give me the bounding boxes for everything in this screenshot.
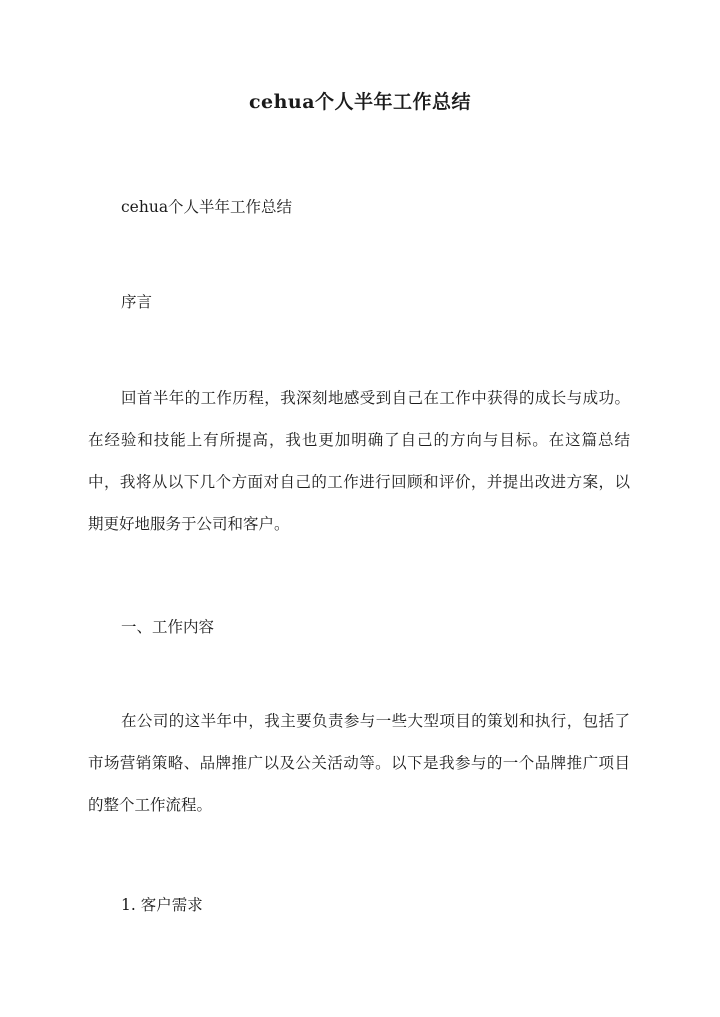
section-heading-work-content: 一、工作内容 [121, 618, 215, 636]
document-subtitle: cehua个人半年工作总结 [121, 198, 293, 216]
preface-heading: 序言 [121, 293, 153, 311]
work-content-paragraph: 在公司的这半年中，我主要负责参与一些大型项目的策划和执行，包括了市场营销策略、品牌推广以及公关活动等。以下是我参与的一个品牌推广项目的整个工作流程。 [88, 712, 630, 814]
document-title: cehua个人半年工作总结 [248, 91, 472, 113]
item-heading-customer-needs: 1. 客户需求 [121, 896, 203, 914]
preface-paragraph: 回首半年的工作历程，我深刻地感受到自己在工作中获得的成长与成功。在经验和技能上有所提高，我也更加明确了自己的方向与目标。在这篇总结中，我将从以下几个方面对自己的工作进行回顾和评价，并提出改进方案，以期更好地服务于公司和客户。 [88, 389, 630, 533]
